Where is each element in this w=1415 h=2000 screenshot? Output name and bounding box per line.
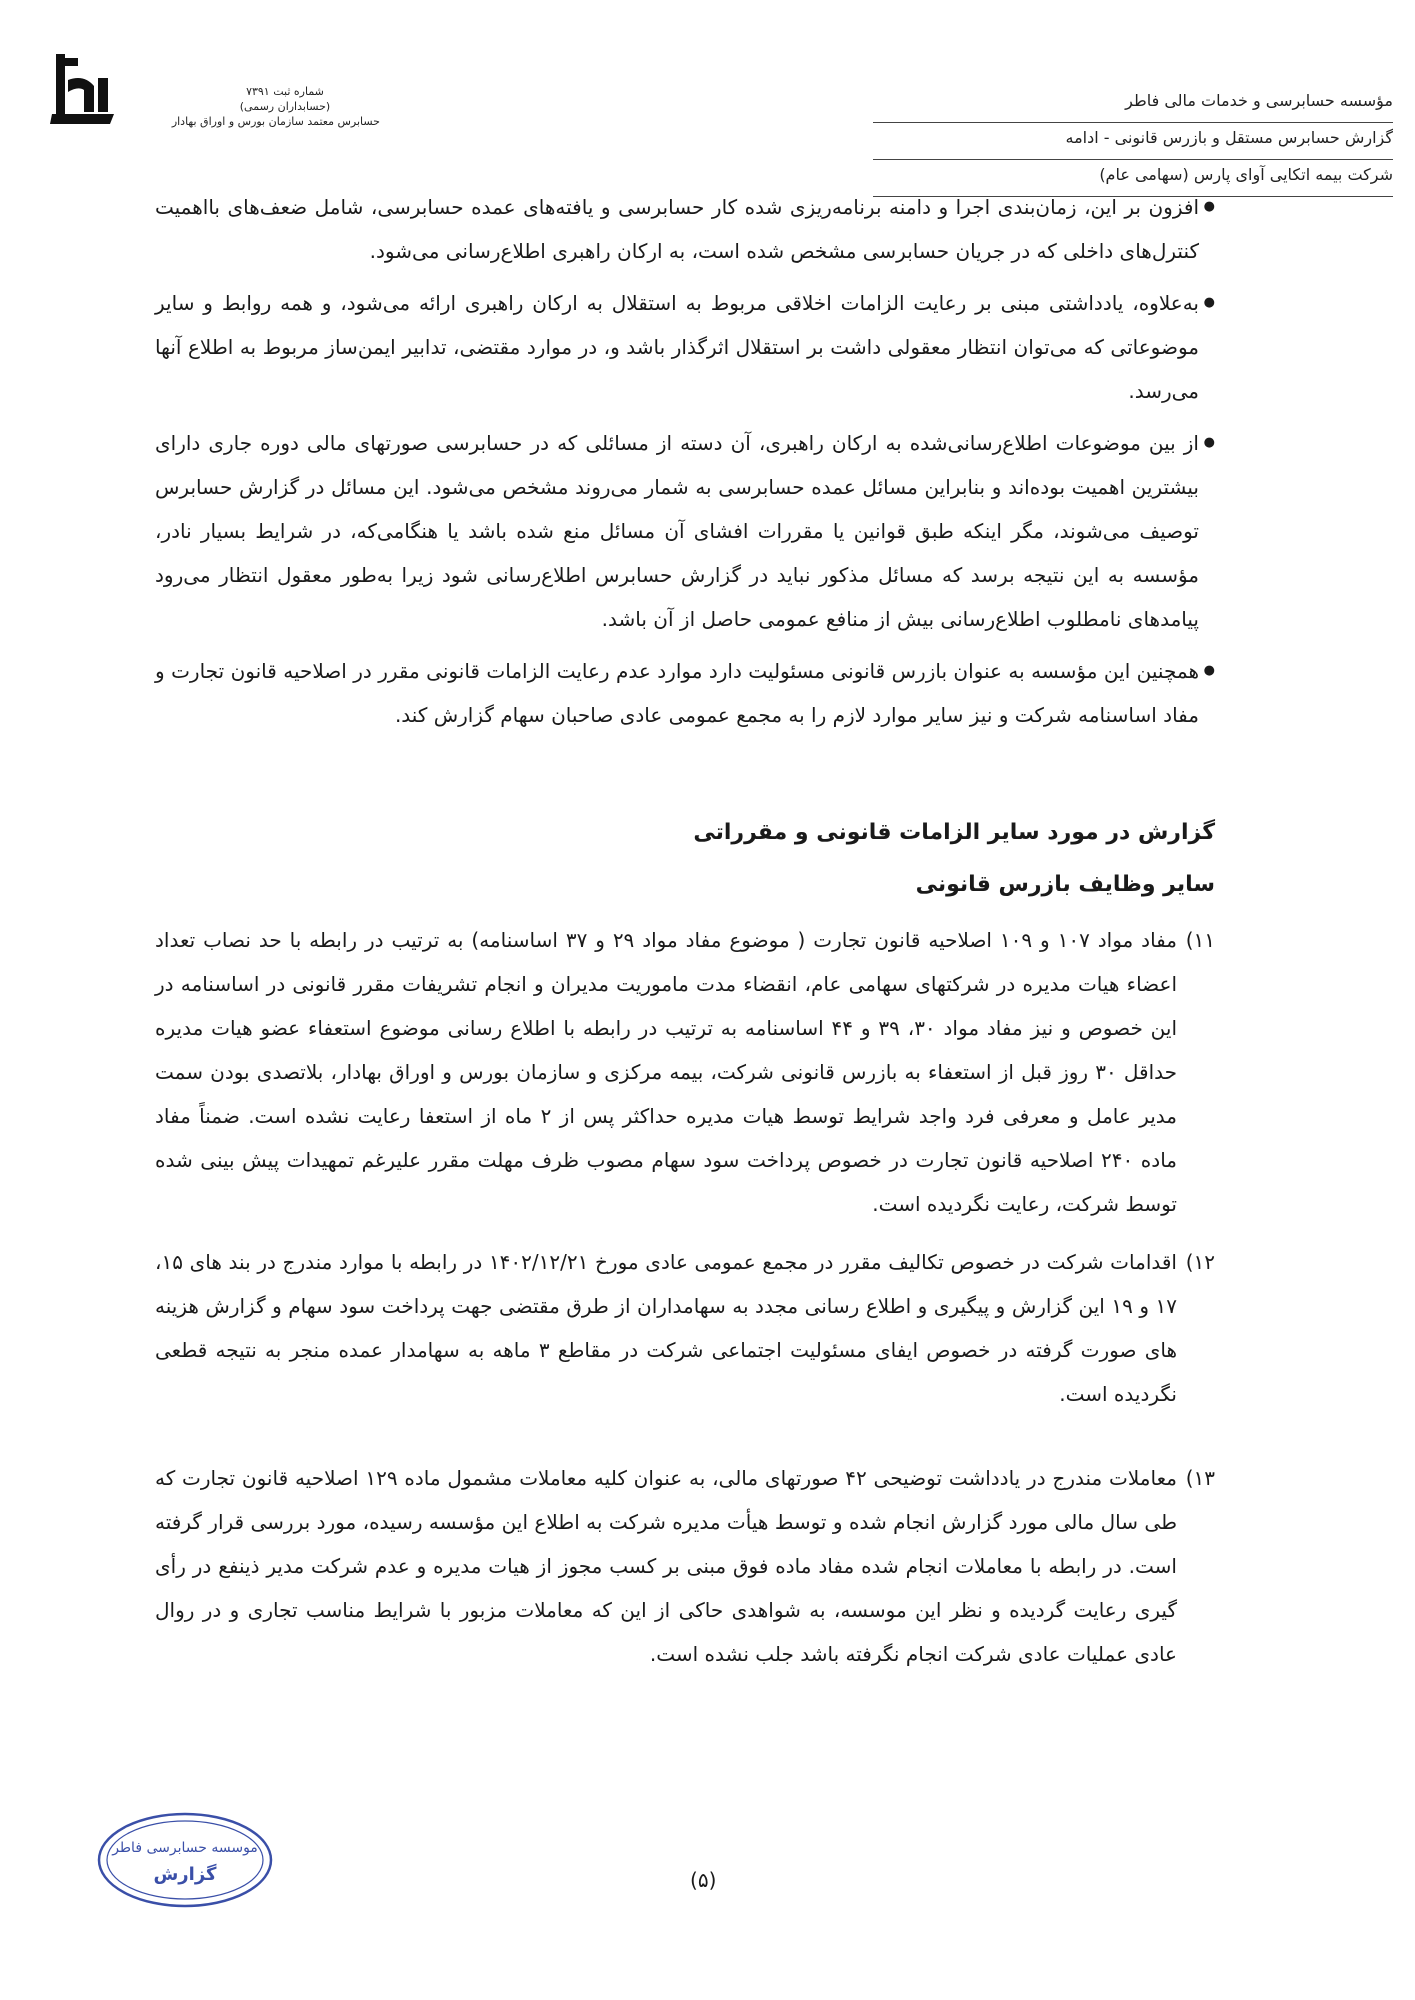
firm-name: ﻣﺆﺳﺴﻪ حسابرسی و خدمات مالی فاطر: [873, 86, 1393, 123]
bullet-paragraph: ● همچنین این مؤسسه به عنوان بازرس قانونی مسئولیت دارد موارد عدم رعایت الزامات قانونی مقرر در اصلاحیه قانون تجارت و مفاد اساسنامه شرکت و نیز سایر موارد لازم را به مجمع عمومی عادی صاحبان سهام گزارش کند.: [155, 649, 1215, 737]
bullet-paragraph: ● به‌علاوه، یادداشتی مبنی بر رعایت الزامات اخلاقی مربوط به استقلال به ارکان راهبری ارائه می‌شود، و همه روابط و سایر موضوعاتی که می‌توان انتظار معقولی داشت بر استقلال اثرگذار باشد و، در موارد مقتضی، تدابیر ایمن‌ساز مربوط به اطلاع آنها می‌رسد.: [155, 281, 1215, 413]
registration-number: شماره ثبت ۷۳۹۱: [246, 85, 324, 98]
page-header: [873, 86, 1393, 197]
stamp-line-1: موسسه حسابرسی فاطر: [112, 1840, 258, 1856]
list-item: [155, 1456, 1215, 1676]
stamp-line-2: گزارش: [153, 1864, 217, 1885]
registration-type: (حسابداران رسمی): [239, 100, 331, 113]
item-text: مفاد مواد ۱۰۷ و ۱۰۹ اصلاحیه قانون تجارت ( موضوع مفاد مواد ۲۹ و ۳۷ اساسنامه) به ترتیب در رابطه با حد نصاب تعداد اعضاء هیات مدیره در شرکتهای سهامی عام، انقضاء مدت ماموریت مدیران و انجام تشریفات مقرر قانونی در اساسنامه در این خصوص و نیز مفاد مواد ۳۰، ۳۹ و ۴۴ اساسنامه به ترتیب در رابطه با اطلاع رسانی موضوع استعفاء عضو هیات مدیره حداقل ۳۰ روز قبل از استعفاء به بازرس قانونی شرکت، بیمه مرکزی و سازمان بورس و اوراق بهادار، بلاتصدی بودن سمت مدیر عامل و معرفی فرد واجد شرایط توسط هیات مدیره حداکثر پس از ۲ ماه از استعفا رعایت نشده است. ضمناً مفاد ماده ۲۴۰ اصلاحیه قانون تجارت در خصوص پرداخت سود سهام مصوب ظرف مهلت مقرر علیرغم تمهیدات پیش بینی شده توسط شرکت، رعایت نگردیده است.: [155, 928, 1178, 1216]
item-number: ۱۱): [1185, 928, 1215, 952]
bullet-paragraph: ● افزون بر این، زمان‌بندی اجرا و دامنه برنامه‌ریزی شده کار حسابرسی و یافته‌های عمده حسابرسی، شامل ضعف‌های بااهمیت کنترل‌های داخلی که در جریان حسابرسی مشخص شده است، به ارکان راهبری اطلاع‌رسانی می‌شود.: [155, 185, 1215, 273]
registration-approval: حسابرس معتمد سازمان بورس و اوراق بهادار: [171, 115, 380, 128]
company-name: شرکت بیمه اتکایی آوای پارس (سهامی عام): [873, 160, 1393, 197]
page-number: (۵): [690, 1868, 717, 1892]
report-title: گزارش حسابرس مستقل و بازرس قانونی - ادامه: [873, 123, 1393, 160]
item-number: ۱۳): [1185, 1466, 1215, 1490]
subsection-heading: سایر وظایف بازرس قانونی: [915, 872, 1215, 897]
bullet-list: [155, 185, 1215, 745]
item-text: اقدامات شرکت در خصوص تکالیف مقرر در مجمع عمومی عادی مورخ ۱۴۰۲/۱۲/۲۱ در رابطه با موارد مندرج در بند های ۱۵، ۱۷ و ۱۹ این گزارش و پیگیری و اطلاع رسانی مجدد به سهامداران از طرق مقتضی جهت پرداخت سود سهام و گزارش هزینه های صورت گرفته در خصوص ایفای مسئولیت اجتماعی شرکت در مقاطع ۳ ماهه به سهامدار عمده منجر به نتیجه قطعی نگردیده است.: [155, 1250, 1177, 1406]
firm-logo: [48, 50, 118, 130]
list-item: [155, 918, 1215, 1226]
item-text: معاملات مندرج در یادداشت توضیحی ۴۲ صورتهای مالی، به عنوان کلیه معاملات مشمول ماده ۱۲۹ اصلاحیه قانون تجارت که طی سال مالی مورد گزارش انجام شده و توسط هیأت مدیره شرکت به اطلاع این مؤسسه رسیده، مورد بررسی قرار گرفته است. در رابطه با معاملات انجام شده مفاد ماده فوق مبنی بر کسب مجوز از هیات مدیره و عدم شرکت مدیر ذینفع در رأی گیری رعایت گردیده و نظر این موسسه، به شواهدی حاکی از این که معاملات مزبور با شرایط مناسب تجاری و در روال عادی عملیات عادی شرکت انجام نگرفته باشد جلب نشده است.: [155, 1466, 1177, 1666]
numbered-items: [155, 918, 1215, 1690]
section-heading: گزارش در مورد سایر الزامات قانونی و مقرراتی: [693, 820, 1215, 845]
firm-stamp: [95, 1810, 275, 1910]
list-item: [155, 1240, 1215, 1416]
bullet-paragraph: ● از بین موضوعات اطلاع‌رسانی‌شده به ارکان راهبری، آن دسته از مسائلی که در حسابرسی صورتهای مالی دوره جاری دارای بیشترین اهمیت بوده‌اند و بنابراین مسائل عمده حسابرسی به شمار می‌روند مشخص می‌شود. این مسائل در گزارش حسابرس توصیف می‌شوند، مگر اینکه طبق قوانین یا مقررات افشای آن مسائل منع شده باشد یا هنگامی‌که، در شرایط بسیار نادر، مؤسسه به این نتیجه برسد که مسائل مذکور نباید در گزارش حسابرس اطلاع‌رسانی شود زیرا به‌طور معقول انتظار می‌رود پیامدهای نامطلوب اطلاع‌رسانی بیش از منافع عمومی حاصل از آن باشد.: [155, 421, 1215, 641]
registration-block: [171, 84, 380, 129]
item-number: ۱۲): [1185, 1250, 1215, 1274]
